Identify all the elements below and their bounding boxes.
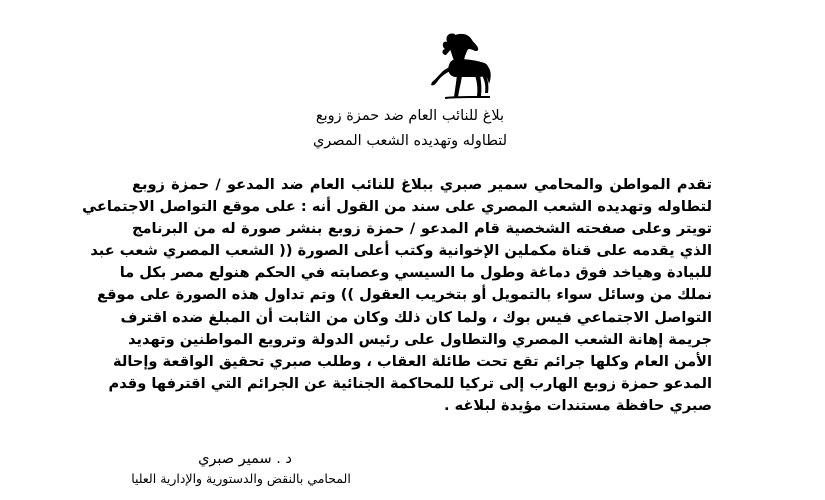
body-line: نملك من وسائل سواء بالتمويل أو بتخريب العقول )) وتم تداول هذه الصورة على موقع	[97, 286, 712, 304]
body-line: التواصل الاجتماعي فيس بوك ، ولما كان ذلك وكان من الثابت أن المبلغ ضده اقترف	[120, 308, 712, 326]
body-line: لتطاوله وتهديده الشعب المصري على سند من القول أنه : على موقع التواصل الاجتماعي	[82, 198, 712, 216]
document-subtitle: لتطاوله وتهديده الشعب المصري	[312, 133, 508, 149]
horse-logo-icon	[425, 30, 493, 105]
body-line: الذي يقدمه على قناة مكملين الإخوانية وكتب أعلى الصورة (( الشعب المصري شعب عبد	[90, 242, 712, 260]
report-body	[82, 174, 712, 417]
body-line: تويتر وعلى صفحته الشخصية قام المدعو / حمزة زوبع بنشر صورة له من البرنامج	[132, 220, 712, 238]
signature-name: د . سمير صبري	[198, 451, 292, 467]
signature-title: المحامي بالنقض والدستورية والإدارية العليا	[131, 471, 351, 486]
body-line: المدعو حمزة زوبع الهارب إلى تركيا للمحاكمة الجنائية عن الجرائم التي اقترفها وقدم	[108, 374, 712, 392]
document-title: بلاغ للنائب العام ضد حمزة زوبع	[315, 108, 505, 124]
body-line: صبري حافظة مستندات مؤيدة لبلاغه .	[443, 396, 712, 414]
body-line: للبيادة وهياخد فوق دماغة وطول ما السيسي وعصابته في الحكم هنولع مصر بكل ما	[119, 264, 712, 282]
body-line: تقدم المواطن والمحامي سمير صبري ببلاغ للنائب العام ضد المدعو / حمزة زوبع	[132, 176, 712, 193]
body-line: جريمة إهانة الشعب المصري والتطاول على رئيس الدولة وترويع المواطنين وتهديد	[128, 330, 712, 348]
body-line: الأمن العام وكلها جرائم تقع تحت طائلة العقاب ، وطلب صبري تحقيق الواقعة وإحالة	[113, 352, 712, 370]
